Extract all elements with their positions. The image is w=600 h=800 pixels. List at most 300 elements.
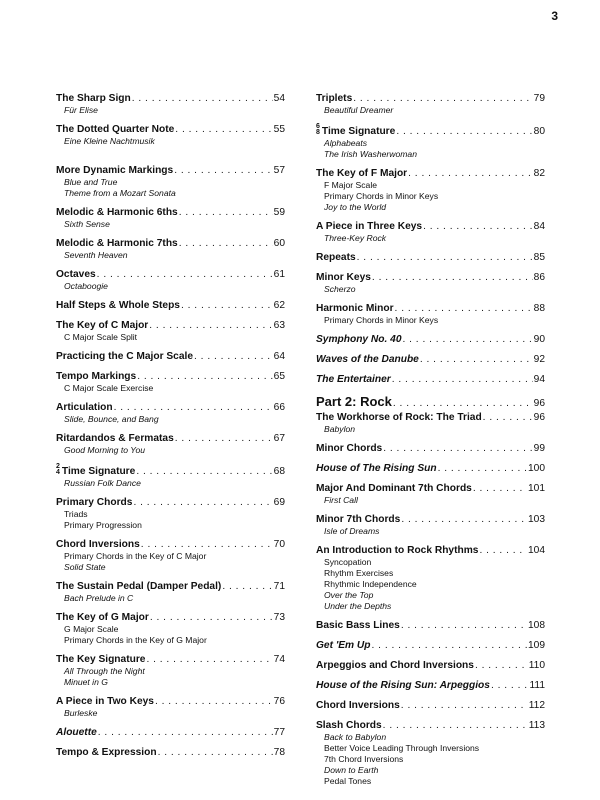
toc-entry-page: 92 xyxy=(533,354,545,365)
toc-entry-title-text: Half Steps & Whole Steps xyxy=(56,300,180,311)
toc-entry-practicing-the-c-major-scale xyxy=(56,351,285,363)
toc-entry-page: 86 xyxy=(533,272,545,283)
toc-entry-title-text: Primary Chords xyxy=(56,497,133,508)
toc-entry-row xyxy=(316,443,545,455)
toc-entry-title-text: The Workhorse of Rock: The Triad xyxy=(316,412,482,423)
toc-entry-title xyxy=(56,696,154,708)
toc-entry-tempo-markings xyxy=(56,371,285,394)
toc-entry-title-text: Tempo Markings xyxy=(56,371,137,382)
toc-entry-title-text: Articulation xyxy=(56,402,113,413)
toc-entry-page: 101 xyxy=(528,483,545,494)
toc-entry-row xyxy=(56,269,285,281)
toc-piece-title: Octaboogie xyxy=(64,281,108,291)
dot-leader xyxy=(357,252,533,264)
toc-entry-harmonic-minor xyxy=(316,303,545,326)
toc-entry-page: 66 xyxy=(273,402,285,413)
toc-piece-title: Good Morning to You xyxy=(64,445,146,455)
toc-entry-title xyxy=(316,334,401,346)
toc-entry-title-text: Alouette xyxy=(56,727,97,738)
toc-entry-row xyxy=(316,93,545,105)
toc-entry-title xyxy=(316,354,419,366)
toc-entry-page: 88 xyxy=(533,303,545,314)
toc-entry-page: 67 xyxy=(273,433,285,444)
toc-entry-row xyxy=(56,581,285,593)
dot-leader xyxy=(420,354,533,366)
toc-entry-page: 90 xyxy=(533,334,545,345)
toc-entry-title-text: The Sharp Sign xyxy=(56,93,131,104)
toc-entry-title xyxy=(56,539,140,551)
toc-entry-page: 69 xyxy=(273,497,285,508)
toc-entry-the-key-of-c-major xyxy=(56,320,285,343)
toc-entry-row xyxy=(316,720,545,732)
toc-entry-title xyxy=(316,720,382,732)
toc-entry-the-workhorse-of-rock-the-triad xyxy=(316,412,545,435)
toc-entry-slash-chords xyxy=(316,720,545,787)
toc-entry-the-entertainer xyxy=(316,374,545,386)
toc-piece-title: Sixth Sense xyxy=(64,219,110,229)
toc-entry-page: 74 xyxy=(273,654,285,665)
toc-entry-title-text: A Piece in Two Keys xyxy=(56,696,154,707)
toc-entry-title-text: Time Signature xyxy=(321,126,396,137)
toc-entry-page: 73 xyxy=(273,612,285,623)
toc-subtopic: C Major Scale Exercise xyxy=(64,383,154,393)
dot-leader xyxy=(175,433,273,445)
toc-entry-page: 112 xyxy=(528,700,545,711)
toc-entry-page: 113 xyxy=(528,720,545,731)
toc-entry-melodic-harmonic-6ths xyxy=(56,207,285,230)
dot-leader xyxy=(395,303,533,315)
dot-leader xyxy=(383,720,528,732)
toc-entry-page: 62 xyxy=(273,300,285,311)
toc-entry-title-text: Harmonic Minor xyxy=(316,303,394,314)
toc-piece-title: Solid State xyxy=(64,562,106,572)
toc-entry-page: 82 xyxy=(533,168,545,179)
toc-entry-title xyxy=(56,269,96,281)
toc-entry-chord-inversions xyxy=(316,700,545,712)
toc-entry-page: 103 xyxy=(528,514,545,525)
toc-entry-title-text: Waves of the Danube xyxy=(316,354,419,365)
toc-entry-a-piece-in-two-keys xyxy=(56,696,285,719)
toc-entry-title xyxy=(56,654,145,666)
toc-entry-page: 54 xyxy=(273,93,285,104)
dot-leader xyxy=(491,680,529,692)
toc-entry-title-text: Minor Chords xyxy=(316,443,383,454)
toc-entry-the-sharp-sign xyxy=(56,93,285,116)
toc-entry-page: 70 xyxy=(273,539,285,550)
toc-entry-waves-of-the-danube xyxy=(316,354,545,366)
toc-piece-title: First Call xyxy=(324,495,358,505)
dot-leader xyxy=(98,727,273,739)
toc-entry-title xyxy=(316,396,392,408)
toc-entry-row xyxy=(316,272,545,284)
toc-entry-time-signature xyxy=(56,464,285,489)
toc-piece-title: Russian Folk Dance xyxy=(64,478,141,488)
toc-entry-title-text: Ritardandos & Fermatas xyxy=(56,433,174,444)
toc-entry-row xyxy=(56,727,285,739)
toc-entry-triplets xyxy=(316,93,545,116)
toc-entry-title-text: Symphony No. 40 xyxy=(316,334,402,345)
toc-entry-page: 61 xyxy=(273,269,285,280)
toc-entry-row xyxy=(316,168,545,180)
dot-leader xyxy=(146,654,272,666)
toc-entry-title-text: The Key of G Major xyxy=(56,612,149,623)
toc-entry-a-piece-in-three-keys xyxy=(316,221,545,244)
dot-leader xyxy=(401,514,527,526)
toc-entry-row xyxy=(316,303,545,315)
toc-entry-row xyxy=(316,124,545,138)
toc-entry-title xyxy=(316,93,352,105)
toc-entry-page: 57 xyxy=(273,165,285,176)
toc-piece-title: Scherzo xyxy=(324,284,356,294)
toc-entry-alouette xyxy=(56,727,285,739)
toc-entry-title-text: Tempo & Expression xyxy=(56,747,157,758)
toc-entry-row xyxy=(316,700,545,712)
toc-entry-title xyxy=(316,124,395,138)
toc-entry-title xyxy=(56,497,132,509)
toc-entry-row xyxy=(56,320,285,332)
toc-entry-row xyxy=(56,124,285,136)
toc-entry-title-text: Repeats xyxy=(316,252,356,263)
toc-entry-title xyxy=(56,727,97,739)
toc-entry-title xyxy=(56,612,149,624)
dot-leader xyxy=(383,443,532,455)
toc-entry-title-text: More Dynamic Markings xyxy=(56,165,174,176)
toc-entry-page: 108 xyxy=(528,620,545,631)
toc-piece-title: Three-Key Rock xyxy=(324,233,387,243)
toc-piece-title: Slide, Bounce, and Bang xyxy=(64,414,159,424)
toc-entry-title xyxy=(316,412,482,424)
dot-leader xyxy=(423,221,533,233)
toc-entry-row xyxy=(56,371,285,383)
toc-piece-title: Seventh Heaven xyxy=(64,250,128,260)
toc-entry-row xyxy=(56,612,285,624)
toc-entry-row xyxy=(56,539,285,551)
dot-leader xyxy=(179,207,273,219)
toc-entry-title xyxy=(56,300,180,312)
toc-entry-title-text: Minor Keys xyxy=(316,272,371,283)
dot-leader xyxy=(136,466,272,478)
toc-entry-title-text: Part 2: Rock xyxy=(316,394,392,409)
toc-entry-page: 59 xyxy=(273,207,285,218)
toc-entry-repeats xyxy=(316,252,545,264)
toc-entry-row xyxy=(316,463,545,475)
toc-entry-page: 99 xyxy=(533,443,545,454)
toc-entry-title-text: The Entertainer xyxy=(316,374,391,385)
toc-piece-title: Eine Kleine Nachtmusik xyxy=(64,136,155,146)
toc-entry-row xyxy=(316,396,545,410)
toc-entry-row xyxy=(56,300,285,312)
toc-entry-title-text: Minor 7th Chords xyxy=(316,514,401,525)
dot-leader xyxy=(393,398,533,410)
toc-piece-title: Blue and True xyxy=(64,177,118,187)
toc-entry-row xyxy=(316,545,545,557)
toc-entry-title-text: Get 'Em Up xyxy=(316,640,371,651)
toc-entry-articulation xyxy=(56,402,285,425)
toc-entry-page: 85 xyxy=(533,252,545,263)
toc-entry-title xyxy=(56,93,131,105)
toc-entry-title-text: Arpeggios and Chord Inversions xyxy=(316,660,474,671)
toc-entry-row xyxy=(316,640,545,652)
time-signature-glyph xyxy=(316,124,320,136)
toc-entry-tempo-expression xyxy=(56,747,285,759)
toc-entry-title xyxy=(56,207,178,219)
toc-entry-row xyxy=(56,207,285,219)
toc-entry-title xyxy=(316,463,437,475)
toc-entry-minor-7th-chords xyxy=(316,514,545,537)
toc-entry-title xyxy=(56,165,173,177)
toc-entry-title-text: House of the Rising Sun: Arpeggios xyxy=(316,680,490,691)
toc-piece-title: All Through the Night xyxy=(64,666,145,676)
dot-leader xyxy=(372,640,528,652)
page-number: 3 xyxy=(551,9,558,23)
dot-leader xyxy=(97,269,273,281)
toc-entry-house-of-the-rising-sun-arpeggios xyxy=(316,680,545,692)
toc-entry-part-2-rock xyxy=(316,396,545,410)
toc-entry-the-key-signature xyxy=(56,654,285,688)
dot-leader xyxy=(150,612,273,624)
toc-piece-title: Under the Depths xyxy=(324,601,392,611)
toc-entry-page: 68 xyxy=(273,466,285,477)
toc-entry-title-text: The Key Signature xyxy=(56,654,146,665)
toc-entry-the-sustain-pedal-damper-pedal xyxy=(56,581,285,604)
toc-entry-row xyxy=(316,680,545,692)
toc-entry-page: 100 xyxy=(528,463,545,474)
toc-entry-title xyxy=(56,433,174,445)
toc-entry-page: 71 xyxy=(273,581,285,592)
time-signature-top: 6 xyxy=(316,123,320,130)
toc-entry-row xyxy=(56,464,285,478)
toc-entry-row xyxy=(56,351,285,363)
toc-piece-title: Isle of Dreams xyxy=(324,526,380,536)
toc-entry-row xyxy=(56,747,285,759)
toc-entry-title-text: Practicing the C Major Scale xyxy=(56,351,194,362)
toc-piece-title: Back to Babylon xyxy=(324,732,387,742)
toc-piece-title: Für Elise xyxy=(64,105,98,115)
toc-entry-title-text: The Key of F Major xyxy=(316,168,408,179)
toc-entry-page: 109 xyxy=(528,640,545,651)
toc-entry-time-signature xyxy=(316,124,545,160)
toc-entry-house-of-the-rising-sun xyxy=(316,463,545,475)
toc-entry-title-text: The Dotted Quarter Note xyxy=(56,124,175,135)
toc-subtopic: Rhythm Exercises xyxy=(324,568,394,578)
toc-entry-row xyxy=(316,221,545,233)
toc-entry-major-and-dominant-7th-chords xyxy=(316,483,545,506)
dot-leader xyxy=(194,351,273,363)
toc-subtopic: Better Voice Leading Through Inversions xyxy=(324,743,480,753)
time-signature-glyph xyxy=(56,464,60,476)
toc-piece-title: Over the Top xyxy=(324,590,374,600)
toc-entry-title xyxy=(316,700,400,712)
toc-entry-row xyxy=(316,514,545,526)
dot-leader xyxy=(392,374,533,386)
dot-leader xyxy=(473,483,527,495)
toc-entry-page: 55 xyxy=(273,124,285,135)
toc-entry-page: 77 xyxy=(273,727,285,738)
dot-leader xyxy=(401,620,527,632)
toc-entry-title xyxy=(56,371,136,383)
toc-entry-title xyxy=(316,514,400,526)
toc-entry-page: 96 xyxy=(533,398,545,409)
dot-leader xyxy=(353,93,532,105)
toc-entry-title xyxy=(316,680,490,692)
toc-subtopic: Syncopation xyxy=(324,557,372,567)
toc-entry-get-em-up xyxy=(316,640,545,652)
dot-leader xyxy=(402,334,532,346)
toc-subtopic: C Major Scale Split xyxy=(64,332,138,342)
dot-leader xyxy=(149,320,272,332)
dot-leader xyxy=(175,124,272,136)
toc-piece-title: Joy to the World xyxy=(324,202,387,212)
toc-entry-title xyxy=(56,238,178,250)
toc-entry-arpeggios-and-chord-inversions xyxy=(316,660,545,672)
dot-leader xyxy=(158,747,273,759)
toc-entry-title xyxy=(316,272,371,284)
toc-right-column xyxy=(316,93,545,787)
toc-subtopic: Primary Chords in the Key of C Major xyxy=(64,551,207,561)
dot-leader xyxy=(132,93,273,105)
dot-leader xyxy=(408,168,533,180)
toc-entry-row xyxy=(56,433,285,445)
toc-entry-title-text: Basic Bass Lines xyxy=(316,620,400,631)
toc-entry-page: 79 xyxy=(533,93,545,104)
toc-entry-page: 96 xyxy=(533,412,545,423)
dot-leader xyxy=(483,412,533,424)
toc-entry-an-introduction-to-rock-rhythms xyxy=(316,545,545,612)
toc-entry-page: 78 xyxy=(273,747,285,758)
dot-leader xyxy=(179,238,273,250)
toc-entry-row xyxy=(316,334,545,346)
dot-leader xyxy=(181,300,273,312)
toc-entry-title-text: Chord Inversions xyxy=(316,700,400,711)
time-signature-top: 2 xyxy=(56,463,60,470)
toc-entry-page: 104 xyxy=(528,545,545,556)
toc-piece-title: Minuet in G xyxy=(64,677,108,687)
toc-subtopic: F Major Scale xyxy=(324,180,378,190)
toc-entry-title xyxy=(316,374,391,386)
toc-entry-half-steps-whole-steps xyxy=(56,300,285,312)
dot-leader xyxy=(372,272,533,284)
toc-entry-title xyxy=(56,351,193,363)
toc-entry-title xyxy=(316,545,478,557)
toc-entry-row xyxy=(316,412,545,424)
toc-entry-title-text: Chord Inversions xyxy=(56,539,140,550)
dot-leader xyxy=(401,700,528,712)
time-signature-bottom: 8 xyxy=(316,129,320,136)
toc-entry-page: 65 xyxy=(273,371,285,382)
dot-leader xyxy=(155,696,273,708)
toc-entry-row xyxy=(56,238,285,250)
toc-entry-row xyxy=(316,660,545,672)
toc-entry-title-text: The Sustain Pedal (Damper Pedal) xyxy=(56,581,222,592)
dot-leader xyxy=(141,539,273,551)
toc-entry-row xyxy=(316,252,545,264)
toc-piece-title: Alphabeats xyxy=(324,138,368,148)
toc-entry-row xyxy=(56,654,285,666)
dot-leader xyxy=(475,660,528,672)
toc-entry-title xyxy=(56,402,113,414)
toc-entry-title xyxy=(316,221,422,233)
toc-entry-title-text: The Key of C Major xyxy=(56,320,149,331)
toc-entry-symphony-no-40 xyxy=(316,334,545,346)
toc-entry-the-dotted-quarter-note xyxy=(56,124,285,147)
toc-piece-title: Bach Prelude in C xyxy=(64,593,134,603)
dot-leader xyxy=(438,463,527,475)
toc-entry-title xyxy=(316,620,400,632)
toc-entry-title xyxy=(316,303,394,315)
toc-entry-title-text: Time Signature xyxy=(61,466,136,477)
dot-leader xyxy=(137,371,272,383)
toc-entry-page: 111 xyxy=(529,680,545,691)
toc-subtopic: Triads xyxy=(64,509,88,519)
toc-entry-the-key-of-f-major xyxy=(316,168,545,213)
toc-subtopic: G Major Scale xyxy=(64,624,119,634)
toc-entry-title xyxy=(56,581,221,593)
toc-entry-title-text: Octaves xyxy=(56,269,96,280)
toc-entry-melodic-harmonic-7ths xyxy=(56,238,285,261)
toc-entry-title xyxy=(56,124,174,136)
time-signature-bottom: 4 xyxy=(56,469,60,476)
toc-piece-title: Theme from a Mozart Sonata xyxy=(64,188,176,198)
toc-entry-minor-keys xyxy=(316,272,545,295)
toc-entry-title-text: An Introduction to Rock Rhythms xyxy=(316,545,479,556)
toc-entry-title-text: Melodic & Harmonic 6ths xyxy=(56,207,178,218)
toc-entry-page: 64 xyxy=(273,351,285,362)
toc-subtopic: Primary Chords in the Key of G Major xyxy=(64,635,207,645)
toc-entry-basic-bass-lines xyxy=(316,620,545,632)
toc-piece-title: Beautiful Dreamer xyxy=(324,105,394,115)
dot-leader xyxy=(174,165,272,177)
toc-entry-title xyxy=(316,640,371,652)
toc-entry-primary-chords xyxy=(56,497,285,531)
toc-entry-title xyxy=(56,747,157,759)
dot-leader xyxy=(222,581,272,593)
toc-entry-title-text: A Piece in Three Keys xyxy=(316,221,423,232)
dot-leader xyxy=(133,497,272,509)
toc-entry-title xyxy=(56,464,135,478)
dot-leader xyxy=(479,545,527,557)
toc-entry-page: 94 xyxy=(533,374,545,385)
toc-entry-row xyxy=(56,696,285,708)
toc-entry-row xyxy=(316,354,545,366)
toc-entry-row xyxy=(316,374,545,386)
toc-entry-more-dynamic-markings xyxy=(56,165,285,199)
toc-entry-page: 84 xyxy=(533,221,545,232)
dot-leader xyxy=(396,126,532,138)
toc-entry-ritardandos-fermatas xyxy=(56,433,285,456)
toc-piece-title: Babylon xyxy=(324,424,356,434)
toc-left-column xyxy=(56,93,285,759)
toc-entry-page: 80 xyxy=(533,126,545,137)
toc-entry-row xyxy=(316,620,545,632)
toc-subtopic: Primary Chords in Minor Keys xyxy=(324,315,439,325)
toc-entry-page: 60 xyxy=(273,238,285,249)
toc-piece-title: Burleske xyxy=(64,708,98,718)
toc-subtopic: Rhythmic Independence xyxy=(324,579,417,589)
toc-entry-title xyxy=(316,483,472,495)
toc-entry-row xyxy=(56,93,285,105)
toc-entry-title xyxy=(56,320,148,332)
toc-piece-title: Down to Earth xyxy=(324,765,379,775)
toc-entry-page: 76 xyxy=(273,696,285,707)
toc-entry-minor-chords xyxy=(316,443,545,455)
toc-subtopic: Primary Progression xyxy=(64,520,142,530)
toc-entry-chord-inversions xyxy=(56,539,285,573)
toc-entry-title-text: House of The Rising Sun xyxy=(316,463,437,474)
toc-entry-octaves xyxy=(56,269,285,292)
toc-entry-row xyxy=(56,402,285,414)
toc-entry-title xyxy=(316,168,407,180)
toc-entry-title-text: Melodic & Harmonic 7ths xyxy=(56,238,178,249)
